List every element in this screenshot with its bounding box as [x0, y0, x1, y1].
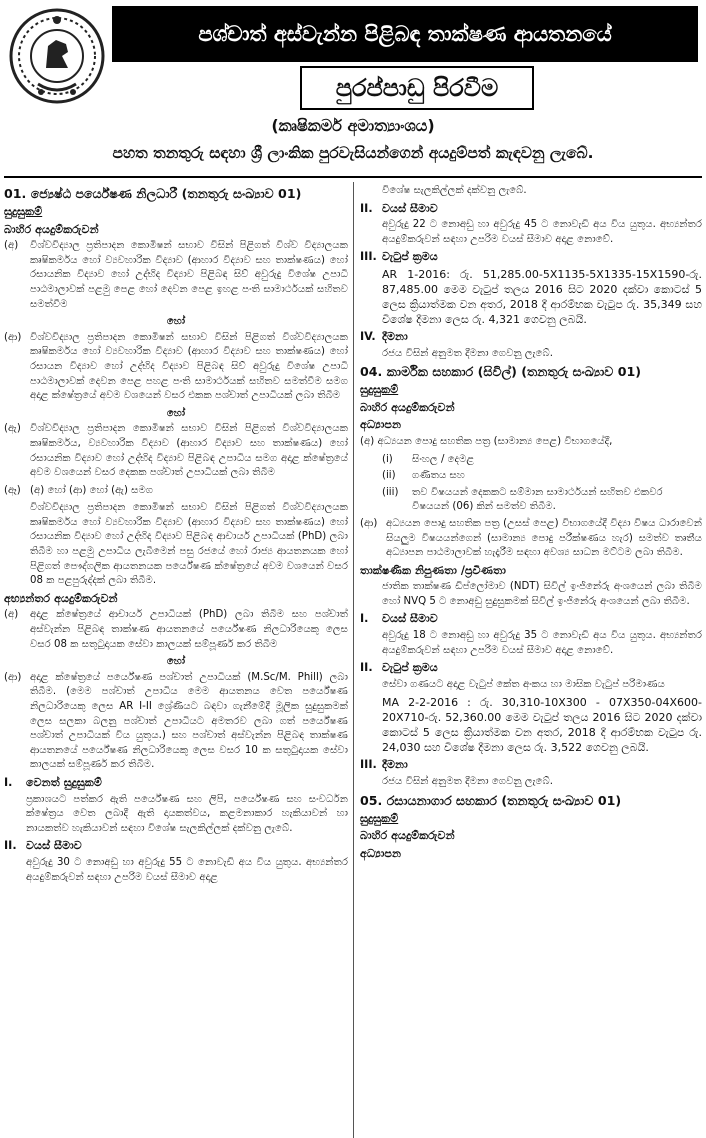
invitation-line: පහත තනතුරු සඳහා ශ්‍රී ලාංකික පුරවැසියන්ගෙන් අයදුම්පත් කැඳවනු ලැබේ.	[112, 144, 594, 162]
section-title: 04. කාර්මික සහකාර (සිවිල්) (තනතුරු සංඛ්‍යාව 01)	[360, 364, 642, 380]
list-item: (අ) අදාළ ක්ෂේත්‍රයේ ආචාර්ය උපාධියක් (PhD) ලබා තිබීම සහ පශ්චාත් අස්වැන්න පිළිබඳ තාක්ෂණ ආයතනයේ පර්යේෂණ නිලධාරියෙකු ලෙස වසර 08 ක සතුටුදායක සේවා කාලයක් සම්පූර්ණ කර තිබීම	[4, 609, 348, 650]
list-item: (ආ) අධ්‍යයන පොදු සහතික පත්‍ර (උසස් පෙළ) විභාගයේදී විද්‍යා විෂය ධාරාවෙන් සියලුම විෂයයන්ගෙන් (සාමාන්‍ය පොදු පරීක්ෂණය හැර) සමත්ව තෘතීය අධ්‍යාපන පාඨමාලාවක් හැදෑරීම සඳහා අවශ්‍ය සාධන මට්ටම ලබා තිබීම.	[360, 517, 702, 559]
list-item: (ඈ) (අ) හෝ (ආ) හෝ (ඇ) සමග	[4, 484, 154, 496]
section-title: 01. ජ්‍යෙෂ්ඨ පර්යේෂණ නිලධාරී (තනතුරු සංඛ්‍යාව 01)	[4, 186, 302, 201]
section-title: 05. රසායනාගාර සහකාර (තනතුරු සංඛ්‍යාව 01)	[360, 792, 622, 808]
or-separator: හෝ	[166, 316, 186, 328]
or-separator: හෝ	[166, 656, 186, 668]
header-rule	[4, 176, 702, 178]
external-label: බාහිර අයදුම්කරුවන්	[360, 829, 455, 843]
institute-title: පශ්චාත් අස්වැන්න පිළිබඳ තාක්ෂණ ආයතනයේ	[112, 6, 698, 62]
age-text: අවුරුදු 22 ට නොඅඩු හා අවුරුදු 45 ට නොවැඩි අය විය යුතුය. අභ්‍යන්තර අයදුම්කරුවන් සඳහා උපරිම වයස් සීමාව අදාළ නොවේ.	[382, 219, 702, 245]
salary-heading: II. වැටුප් ක්‍රමය	[360, 661, 438, 675]
qualifications-label: සුදුසුකම්	[4, 205, 43, 218]
qualifications-label: සුදුසුකම්	[360, 811, 399, 825]
vacancy-heading: පුරප්පාඩු පිරවීම	[300, 66, 534, 110]
salary-text: AR 1-2016: රු. 51,285.00-5X1135-5X1335-15X1590-රු. 87,485.00 මෙම වැටුප් තලය 2016 සිට 2020 දක්වා කොටස් 5 ලෙස ක්‍රියාත්මක වන අතර, 2018 දී ආරම්භක වැටුප රු. 35,349 සහ විශේෂ දීමනා ලෙස රු. 4,321 ගෙවනු ලබයි.	[382, 267, 702, 326]
list-item: (අ) විශ්වවිද්‍යාල ප්‍රතිපාදන කොමිෂන් සභාව විසින් පිළිගත් විශ්ව විද්‍යාලයක කෘෂිකර්මය හෝ ව්‍යවහාරික විද්‍යාව (ආහාර විද්‍යාව සහ තාක්ෂණය) හෝ රසායනික විද්‍යාව හෝ උද්භිද විද්‍යාව පිළිබඳ සිව් අවුරුදු විශේෂ උපාධි පාඨමාලාවක් පළමු පෙළ හෝ දෙවන පෙළ ඉහළ පංති සාමාර්ථයක් සහිතව සමත්වීම	[4, 240, 348, 310]
qualifications-label: සුදුසුකම්	[360, 383, 399, 397]
ol-intro: (අ) අධ්‍යයන පොදු සහතික පත්‍ර (සාමාන්‍ය පෙළ) විභාගයේදී,	[360, 435, 613, 447]
age-heading: II. වයස් සීමාව	[4, 839, 82, 853]
list-item: (i) සිංහල / දෙමළ	[382, 453, 475, 465]
age-heading: II. වයස් සීමාව	[360, 201, 438, 215]
list-item: (iii) තව විෂයයන් දෙකකට සම්මාන සාමාර්ථයන් සහිතව එකවර විෂයයන් (06) කින් සමත්ව තිබීම.	[382, 486, 663, 513]
technical-label: තාක්ෂණික නිපුණතා /ප්‍රවීණතා	[360, 563, 506, 577]
age-text: අවුරුදු 18 ට නොඅඩු හා අවුරුදු 35 ට නොවැඩි අය විය යුතුය. අභ්‍යන්තර අයදුම්කරුවන් සඳහා උපරිම වයස් සීමාව අදාළ නොවේ.	[382, 630, 702, 656]
sri-lanka-emblem-icon	[8, 6, 106, 106]
header	[0, 0, 706, 110]
list-item: (ii) ගණිතය සහ	[382, 470, 465, 482]
age-text: අවුරුදු 30 ට නොඅඩු හා අවුරුදු 55 ට නොවැඩි අය විය යුතුය. අභ්‍යන්තර අයදුම්කරුවන් සඳහා උපරිම වයස් සීමාව අදාළ	[26, 856, 348, 883]
or-separator: හෝ	[166, 407, 186, 419]
education-label: අධ්‍යාපන	[360, 846, 402, 860]
external-label: බාහිර අයදුම්කරුවන්	[4, 222, 99, 236]
continuation-text: විශේෂ සැලකිල්ලක් දක්වනු ලැබේ.	[382, 185, 527, 196]
right-column	[360, 184, 702, 863]
education-label: අධ්‍යාපන	[360, 418, 402, 432]
allowance-text: රජය විසින් අනුමත දීමනා ගෙවනු ලැබේ.	[382, 776, 553, 788]
other-qualifications-text: ප්‍රකාශයට පත්කර ඇති පර්යේෂණ සහ ලිපි, පර්යේෂණ සහ සංවර්ධන ක්ෂේත්‍රය වෙත ලබාදී ඇති දායකත්වය, කළමනාකාර හැකියාවන් හා නායකත්ව හැකියාවන් සඳහා විශේෂ සැලකිල්ලක් දක්වනු ලැබේ.	[26, 793, 348, 834]
left-column	[4, 184, 348, 888]
list-item: විශ්වවිද්‍යාල ප්‍රතිපාදන කොමිෂන් සභාව විසින් පිළිගත් විශ්වවිද්‍යාලයක කෘෂිකර්මය හෝ ව්‍යවහාරික විද්‍යාව (ආහාර විද්‍යාව සහ තාක්ෂණය) හෝ රසායනික විද්‍යාව හෝ උද්භිද විද්‍යාව පිළිබඳ ආචාර්ය උපාධියක් (PhD) ලබා තිබීම හා පළමු උපාධිය ලැබීමෙන් පසු රජයේ හෝ රාජ්‍ය ආයතනයක හෝ පිළිගත් පෞද්ගලික ආයතනයක පර්යේෂණ ක්ෂේත්‍රයේ අවම වශයෙන් වසර 08 ක පළපුරුද්දක් ලබා තිබීම.	[30, 502, 348, 587]
allowance-text: රජය විසින් අනුමත දීමනා ගෙවනු ලැබේ.	[382, 347, 553, 359]
list-item: (ආ) විශ්වවිද්‍යාල ප්‍රතිපාදන කොමිෂන් සභාව විසින් පිළිගත් විශ්වවිද්‍යාලයක කෘෂිකර්මය හෝ ව්‍යවහාරික විද්‍යාව (ආහාර විද්‍යාව සහ තාක්ෂණය) හෝ රසායන විද්‍යාව හෝ උද්භිද විද්‍යාව පිළිබඳ සිව් අවුරුදු විශේෂ උපාධි පාඨමාලාවක් දෙවන පෙළ පහළ පංති සාමාර්ථයක් සහිතව සමත්වීම සමග අදාළ ක්ෂේත්‍රයේ අවම වශයෙන් වසර එකක පශ්චාත් උපාධියක් ලබා තිබීම	[4, 331, 348, 402]
list-item: (ආ) අදාළ ක්ෂේත්‍රයේ පර්යේෂණ පශ්චාත් උපාධියක් (M.Sc/M. Phill) ලබා තිබීම. (මෙම පශ්චාත් උපාධිය මෙම ආයතනය වෙත පර්යේෂණ නිලධාරියෙකු ලෙස AR I-II ශ්‍රේණියට බඳවා ගැනීමේදී මූලික සුදුසුකමක් ලෙස සලකා බලනු පශ්චාත් උපාධියට අමතරව ලබා ගත් පර්යේෂණ පශ්චාත් උපාධියක් විය යුතුය.) සහ පශ්චාත් අස්වැන්න පිළිබඳ තාක්ෂණ ආයතනයේ පර්යේෂණ නිලධාරියෙකු ලෙස වසර 10 ක සතුටුදායක සේවා කාලයක් සම්පූර්ණ කර තිබීම.	[4, 671, 348, 771]
list-item: (ඇ) විශ්වවිද්‍යාල ප්‍රතිපාදන කොමිෂන් සභාව විසින් පිළිගත් විශ්වවිද්‍යාලයක කෘෂිකර්මය, ව්‍යවහාරික විද්‍යාව (ආහාර විද්‍යාව සහ තාක්ෂණය) හෝ රසායනික විද්‍යාව හෝ උද්භිද විද්‍යාව පිළිබඳ උපාධිය සමග අදාළ ක්ෂේත්‍රයේ අවම වශයෙන් වසර දෙකක පශ්චාත් උපාධියක් ලබා තිබීම	[4, 423, 348, 479]
allowance-heading: III. දීමනා	[360, 758, 408, 772]
salary-intro: සේවා ගණයට අදාළ වැටුප් කේත අංකය හා මාසික වැටුප් පරිමාණය	[382, 678, 665, 690]
other-qualifications-heading: I. වෙනත් සුදුසුකම්	[4, 775, 102, 789]
technical-text: ජාතික තාක්ෂණ ඩිප්ලෝමාව (NDT) සිවිල් ඉංජිනේරු අංශයෙන් ලබා තිබීම හෝ NVQ 5 ට නොඅඩු සුදුසුකමක් සිවිල් ඉංජිනේරු අංශයෙන් ලබා තිබීම.	[382, 581, 702, 607]
internal-label: අභ්‍යන්තර අයදුම්කරුවන්	[4, 591, 118, 605]
column-divider	[353, 182, 354, 1138]
salary-heading: III. වැටුප් ක්‍රමය	[360, 250, 438, 264]
salary-text: MA 2-2-2016 : රු. 30,310-10X300 - 07X350-04X600-20X710-රු. 52,360.00 මෙම වැටුප් තලය 2016 සිට 2020 දක්වා කොටස් 5 ලෙස ක්‍රියාත්මක වන අතර, 2018 දී ආරම්භක වැටුප රු. 24,030 සහ විශේෂ දීමනා ලෙස රු. 3,522 ගෙවනු ලබයි.	[382, 696, 702, 755]
allowance-heading: IV. දීමනා	[360, 329, 408, 343]
age-heading: I. වයස් සීමාව	[360, 612, 438, 626]
external-label: බාහිර අයදුම්කරුවන්	[360, 400, 455, 414]
ministry-name: (කෘෂිකර්ම අමාත්‍යාංශය)	[271, 116, 435, 135]
